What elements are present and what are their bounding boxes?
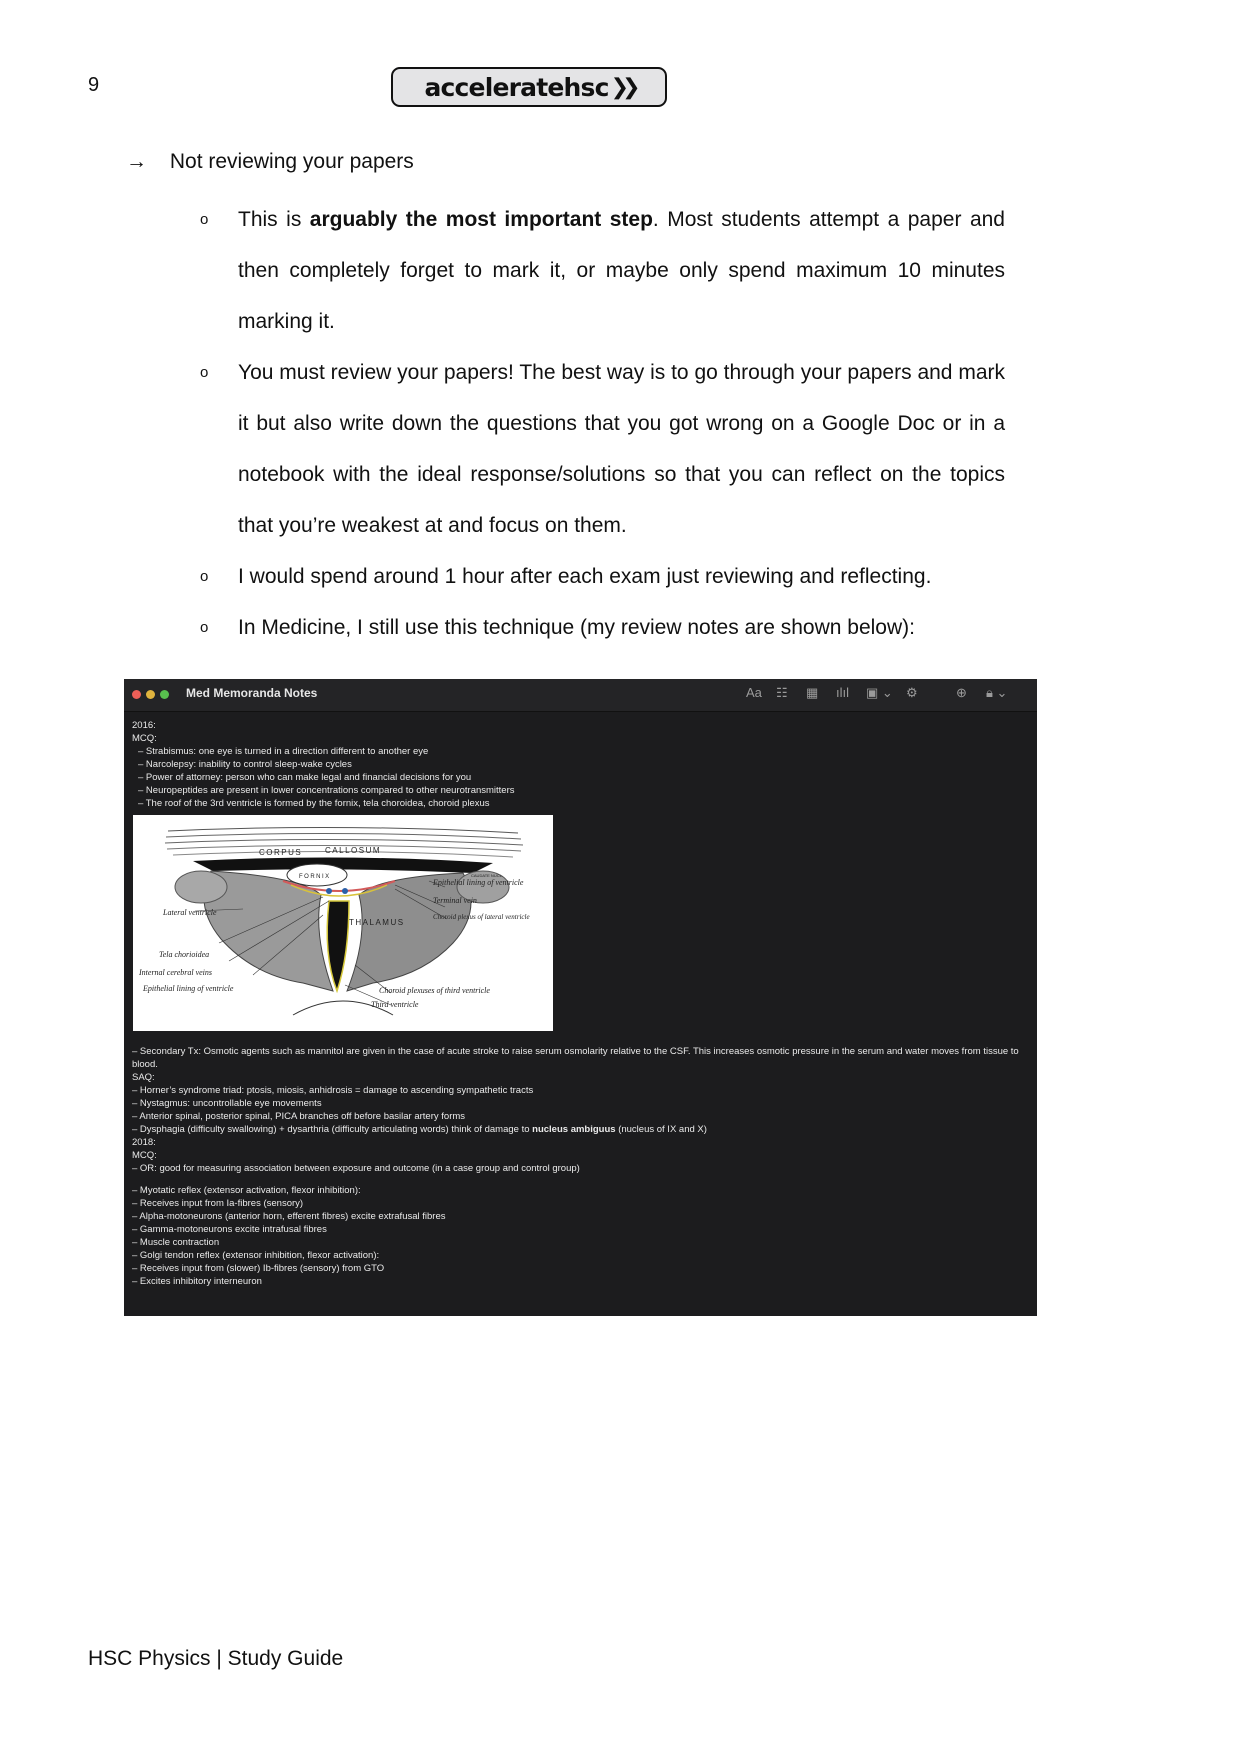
lock-icon[interactable]: 🔒︎ ⌄ [986,685,1008,700]
list-item [200,194,1005,347]
diagram-label-internal-veins: Internal cerebral veins [139,968,213,977]
note-line: – Gamma-motoneurons excite intrafusal fibres [132,1224,327,1235]
note-content-top [132,719,1029,810]
diagram-label-third-ventricle: Third ventricle [371,1000,419,1009]
diagram-label-epithelial-left: Epithelial lining of ventricle [143,984,234,993]
bullet-marker: o [200,568,209,585]
bullet-text: You must review your papers! The best way is to go through your papers and mark it but also write down the questions that you got wrong on a Google Doc or in a notebook with the ideal response/solutions so that you can reflect on the topics that you’re weakest at and focus on them. [238,361,1005,537]
note-line: MCQ: [132,733,157,744]
media-icon[interactable]: ▣ ⌄ [866,685,893,700]
note-line: – Excites inhibitory interneuron [132,1276,262,1287]
page-number: 9 [88,74,100,96]
bullet-text: In Medicine, I still use this technique (my review notes are shown below): [238,616,915,639]
heading-text: Not reviewing your papers [169,150,414,173]
note-line: – Strabismus: one eye is turned in a direction different to another eye [138,746,429,757]
note-line: – Alpha-motoneurons (anterior horn, efferent fibres) excite extrafusal fibres [132,1211,446,1222]
note-line: – Neuropeptides are present in lower concentrations compared to other neurotransmitters [138,785,515,796]
note-emphasis: nucleus ambiguus [532,1124,616,1135]
note-line: – The roof of the 3rd ventricle is formed by the fornix, tela choroidea, choroid plexus [138,798,490,809]
note-line: – Muscle contraction [132,1237,220,1248]
diagram-label-choroid-third: Choroid plexuses of third ventricle [379,986,490,995]
bullet-text: . Most students attempt a paper and then completely forget to mark it, or maybe only spend maximum 10 minutes marking it. [238,208,1005,333]
diagram-label-lateral-ventricle: Lateral ventricle [163,908,217,917]
note-line: 2016: [132,720,156,731]
note-line [132,1123,1029,1136]
logo-chevron-icon: ❯❯ [610,74,634,100]
diagram-label-thalamus: THALAMUS [349,918,405,927]
diagram-label-epithelial-right: Epithelial lining of ventricle [433,878,524,887]
audio-icon[interactable]: ılıl [836,685,849,700]
bullet-text: I would spend around 1 hour after each exam just reviewing and reflecting. [238,565,932,588]
note-line: – OR: good for measuring association between exposure and outcome (in a case group and control group) [132,1163,580,1174]
diagram-label-corpus: CORPUS [259,848,303,857]
collaborate-icon[interactable]: ⊕ [956,685,967,700]
bullet-emphasis: arguably the most important step [309,208,653,231]
note-line: – Receives input from Ia-fibres (sensory) [132,1198,304,1209]
bullet-text: This is [238,208,310,231]
brain-ventricle-diagram [133,815,553,1031]
diagram-label-tela: Tela chorioidea [159,950,210,959]
page-footer: HSC Physics | Study Guide [88,1647,344,1670]
note-text: (nucleus of IX and X) [615,1124,707,1135]
note-line: – Myotatic reflex (extensor activation, flexor inhibition): [132,1185,361,1196]
list-item [200,602,1005,653]
note-line: – Narcolepsy: inability to control sleep-wake cycles [138,759,352,770]
diagram-label-caudate: CAUDATE NUCL. [471,873,503,878]
note-text: – Dysphagia (difficulty swallowing) + dysarthria (difficulty articulating words) think of damage to [132,1124,533,1135]
list-item [200,551,1005,602]
diagram-label-choroid-lateral: Choroid plexus of lateral ventricle [433,913,530,921]
accelerate-hsc-logo [391,67,667,107]
note-line: MCQ: [132,1150,157,1161]
note-content-bottom [132,1045,1029,1288]
diagram-label-fornix: FORNIX [299,874,331,880]
note-line: – Power of attorney: person who can make legal and financial decisions for you [138,772,472,783]
window-titlebar [124,679,1037,712]
font-format-button[interactable]: Aa [746,685,762,700]
bullet-list [200,194,1005,653]
table-icon[interactable]: ▦ [806,685,819,700]
diagram-label-terminal-vein: Terminal vein [433,896,477,905]
share-icon[interactable]: ⚙ [906,685,918,700]
diagram-label-callosum: CALLOSUM [325,846,382,855]
diagram-illustration [133,815,553,1031]
zoom-window-button[interactable] [160,690,169,699]
minimize-window-button[interactable] [146,690,155,699]
note-line: – Nystagmus: uncontrollable eye movements [132,1098,322,1109]
logo-text: acceleratehsc [424,72,609,102]
bullet-marker: o [200,619,209,636]
note-line: SAQ: [132,1072,155,1083]
note-line: 2018: [132,1137,156,1148]
arrow-icon: → [126,150,147,173]
checklist-icon[interactable]: ☷ [776,685,788,700]
section-heading [126,150,414,174]
note-line: – Golgi tendon reflex (extensor inhibition, flexor activation): [132,1250,380,1261]
bullet-marker: o [200,364,209,381]
notes-app-screenshot [124,679,1037,1316]
window-title: Med Memoranda Notes [186,686,318,700]
note-line: – Secondary Tx: Osmotic agents such as mannitol are given in the case of acute stroke to raise serum osmolarity relative to the CSF. This increases osmotic pressure in the serum and water moves from tissue to blood. [132,1046,1019,1070]
note-line: – Receives input from (slower) Ib-fibres (sensory) from GTO [132,1263,385,1274]
list-item [200,347,1005,551]
bullet-marker: o [200,211,209,228]
close-window-button[interactable] [132,690,141,699]
note-line: – Horner’s syndrome triad: ptosis, miosis, anhidrosis = damage to ascending sympathetic tracts [132,1085,534,1096]
note-line: – Anterior spinal, posterior spinal, PICA branches off before basilar artery forms [132,1111,466,1122]
